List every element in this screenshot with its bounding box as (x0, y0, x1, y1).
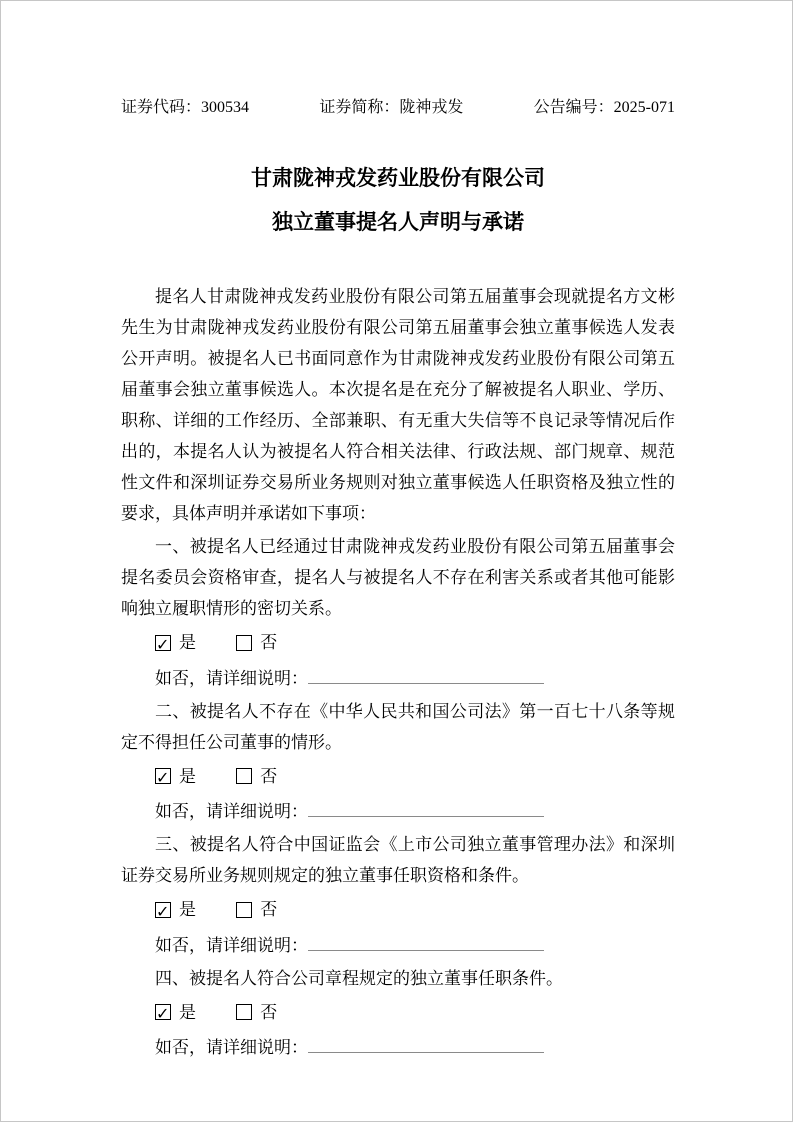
note-blank-line (308, 935, 544, 951)
checkbox-checked-icon (155, 901, 171, 921)
announcement-number-value: 2025-071 (613, 99, 675, 116)
note-row (121, 1032, 675, 1063)
yes-option (155, 997, 196, 1028)
no-option (236, 627, 277, 658)
answer-row (121, 761, 675, 795)
stock-short-name-value: 陇神戎发 (399, 99, 464, 116)
document-title: 独立董事提名人声明与承诺 (272, 210, 524, 234)
note-label: 如否，请详细说明： (155, 802, 308, 821)
no-label: 否 (260, 633, 278, 652)
intro-paragraph: 提名人甘肃陇神戎发药业股份有限公司第五届董事会现就提名方文彬先生为甘肃陇神戎发药业股份有限公司第五届董事会独立董事候选人发表公开声明。被提名人已书面同意作为甘肃陇神戎发药业股份有限公司第五届董事会独立董事候选人。本次提名是在充分了解被提名人职业、学历、职称、详细的工作经历、全部兼职、有无重大失信等不良记录等情况后作出的，本提名人认为被提名人符合相关法律、行政法规、部门规章、规范性文件和深圳证券交易所业务规则对独立董事候选人任职资格及独立性的要求，具体声明并承诺如下事项： (121, 287, 675, 523)
checkbox-unchecked-icon (236, 768, 252, 784)
yes-label: 是 (179, 900, 196, 919)
announcement-number-label: 公告编号： (533, 99, 614, 116)
item-text: 一、被提名人已经通过甘肃陇神戎发药业股份有限公司第五届董事会提名委员会资格审查，提名人与被提名人不存在利害关系或者其他可能影响独立履职情形的密切关系。 (121, 537, 675, 618)
stock-code (121, 97, 249, 119)
answer-row (121, 894, 675, 928)
note-row (121, 663, 675, 694)
stock-code-label: 证券代码： (121, 99, 202, 116)
note-label: 如否，请详细说明： (155, 935, 308, 955)
yes-option (155, 894, 196, 925)
answer-row (121, 627, 675, 661)
checkbox-unchecked-icon (236, 902, 252, 918)
item-text: 二、被提名人不存在《中华人民共和国公司法》第一百七十八条等规定不得担任公司董事的情形。 (121, 701, 675, 752)
no-option (236, 997, 277, 1028)
company-name-title: 甘肃陇神戎发药业股份有限公司 (251, 166, 545, 190)
declaration-item-1 (121, 531, 675, 694)
check-mark-icon: ✓ (156, 901, 170, 921)
no-label: 否 (260, 1002, 278, 1022)
note-blank-line (308, 801, 544, 817)
declaration-item-3 (121, 829, 675, 961)
note-row (121, 930, 675, 961)
checkbox-checked-icon (155, 768, 171, 787)
answer-row (121, 997, 675, 1031)
check-mark-icon: ✓ (156, 768, 170, 787)
checkbox-unchecked-icon (236, 635, 252, 651)
yes-label: 是 (179, 633, 196, 652)
checkbox-checked-icon (155, 1004, 171, 1023)
stock-short-name-label: 证券简称： (319, 99, 400, 116)
item-text: 四、被提名人符合公司章程规定的独立董事任职条件。 (155, 968, 563, 988)
yes-label: 是 (179, 1002, 196, 1022)
note-label: 如否，请详细说明： (155, 1038, 308, 1057)
stock-code-value: 300534 (201, 99, 250, 116)
no-option (236, 761, 277, 792)
yes-option (155, 627, 196, 658)
declaration-item-4 (121, 963, 675, 1064)
no-label: 否 (260, 766, 278, 786)
check-mark-icon: ✓ (156, 1004, 170, 1023)
document-header (121, 97, 675, 119)
declaration-item-2 (121, 696, 675, 828)
no-option (236, 894, 277, 925)
note-row (121, 796, 675, 827)
check-mark-icon: ✓ (156, 634, 170, 654)
note-label: 如否，请详细说明： (155, 668, 308, 688)
stock-short-name (319, 97, 463, 119)
note-blank-line (308, 668, 544, 684)
checkbox-unchecked-icon (236, 1004, 252, 1020)
item-text: 三、被提名人符合中国证监会《上市公司独立董事管理办法》和深圳证券交易所业务规则规定的独立董事任职资格和条件。 (121, 835, 675, 885)
note-blank-line (308, 1037, 544, 1053)
no-label: 否 (260, 900, 278, 919)
announcement-number (534, 97, 675, 119)
checkbox-checked-icon (155, 634, 171, 654)
yes-option (155, 761, 196, 792)
yes-label: 是 (179, 766, 196, 786)
